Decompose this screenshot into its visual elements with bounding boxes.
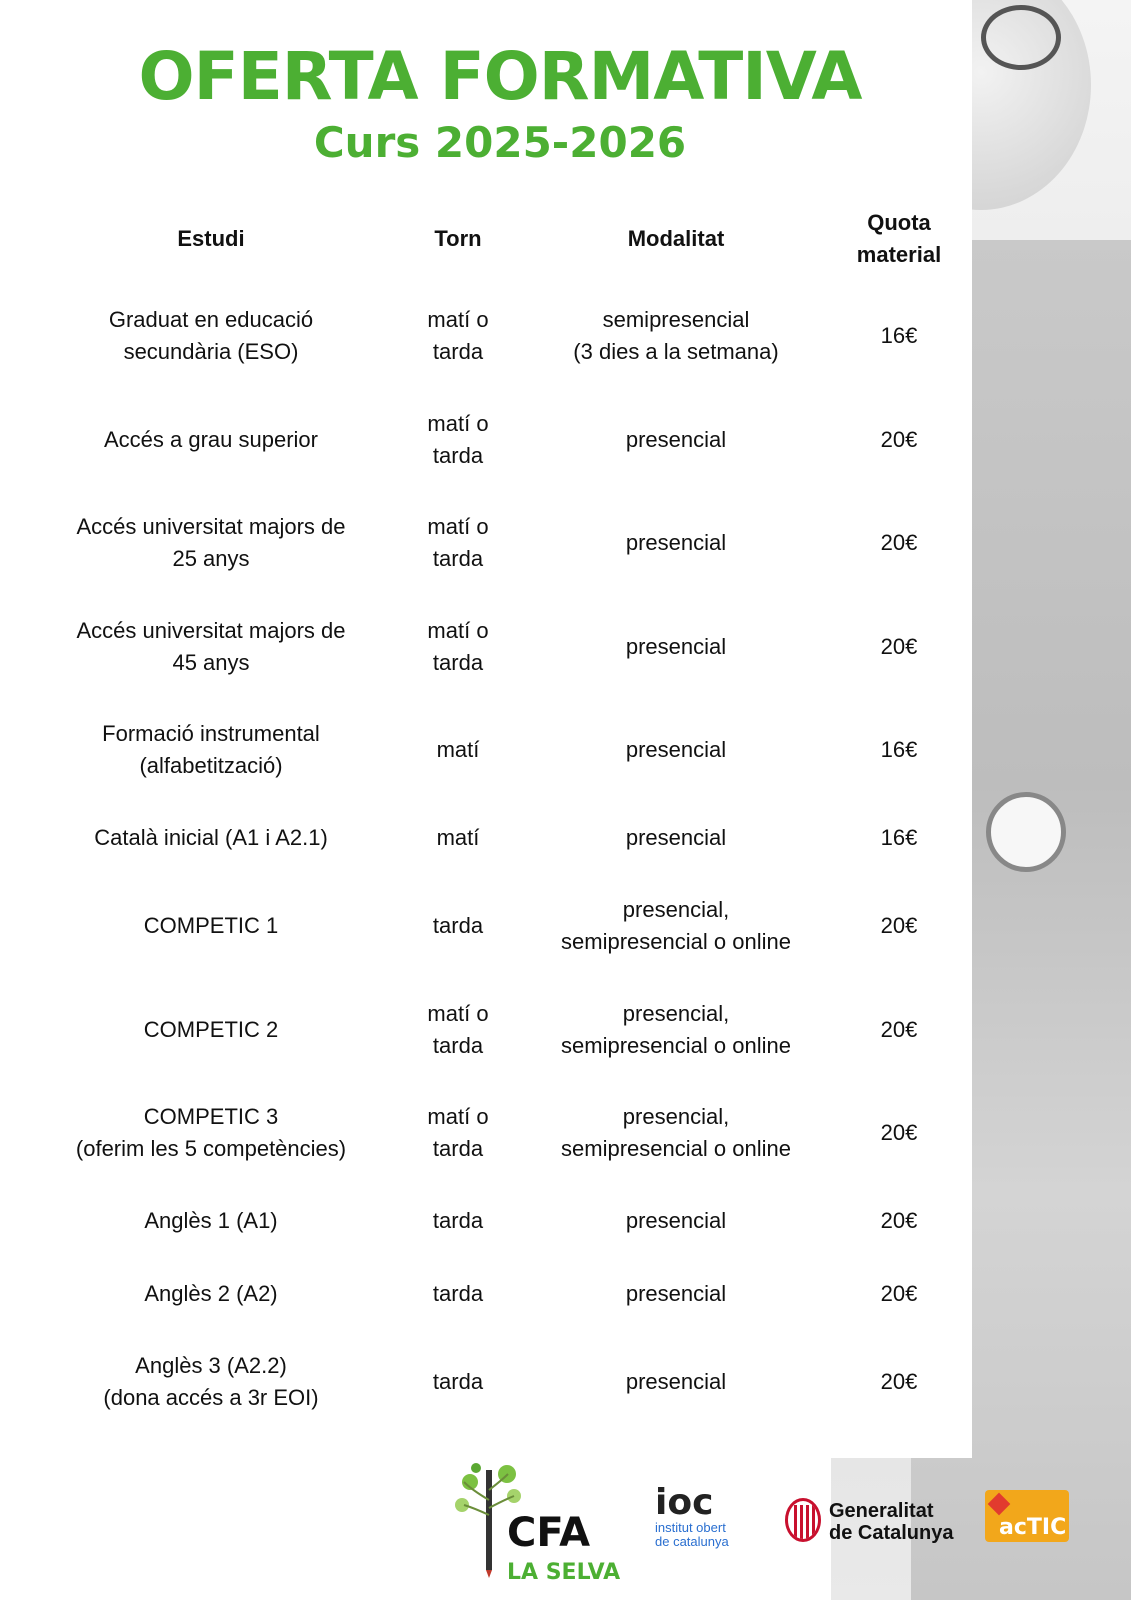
ioc-wordmark: ioc [655, 1482, 714, 1523]
cell-estudi: Formació instrumental (alfabetització) [102, 721, 320, 778]
cell-torn: tarda [432, 1208, 484, 1233]
cell-quota: 20€ [880, 1208, 918, 1233]
cell-modalitat: presencial [625, 825, 727, 850]
cfa-wordmark: CFA [507, 1510, 591, 1556]
cell-modalitat: presencial [625, 530, 727, 555]
cell-torn: matí o tarda [427, 514, 489, 571]
cell-torn: tarda [432, 1281, 484, 1306]
cell-torn: matí o tarda [427, 1001, 489, 1058]
cell-quota: 20€ [880, 1281, 918, 1306]
cell-quota: 20€ [880, 530, 918, 555]
cell-torn: matí o tarda [427, 411, 489, 468]
cell-quota: 16€ [880, 825, 918, 850]
cell-modalitat: presencial [625, 1369, 727, 1394]
cell-torn: matí [436, 825, 480, 850]
column-header-estudi: Estudi [177, 226, 245, 251]
cell-estudi: COMPETIC 2 [143, 1017, 279, 1042]
generalitat-wordmark: Generalitat de Catalunya [829, 1500, 954, 1544]
cell-estudi: Anglès 1 (A1) [144, 1208, 278, 1233]
cell-quota: 20€ [880, 1120, 918, 1145]
cell-quota: 16€ [880, 323, 918, 348]
cell-modalitat: presencial [625, 1208, 727, 1233]
footer-logos [0, 1460, 1131, 1600]
cell-torn: matí o tarda [427, 307, 489, 364]
cell-estudi: Graduat en educació secundària (ESO) [108, 307, 314, 364]
cell-quota: 16€ [880, 737, 918, 762]
actic-wordmark: acTIC [999, 1515, 1067, 1540]
cell-quota: 20€ [880, 1017, 918, 1042]
cell-quota: 20€ [880, 427, 918, 452]
cell-estudi: COMPETIC 1 [143, 913, 279, 938]
actic-logo [985, 1490, 1069, 1542]
generalitat-logo [785, 1498, 985, 1558]
watch-icon [986, 792, 1066, 872]
la-selva-wordmark: LA SELVA [507, 1560, 621, 1585]
cell-estudi: COMPETIC 3 (oferim les 5 competències) [75, 1104, 347, 1161]
cell-estudi: Accés universitat majors de 25 anys [76, 514, 346, 571]
cfa-la-selva-logo [452, 1460, 642, 1590]
column-header-quota: Quota material [856, 210, 942, 267]
actic-mark-icon [988, 1493, 1011, 1516]
cell-torn: matí o tarda [427, 1104, 489, 1161]
column-header-torn: Torn [434, 226, 482, 251]
cell-modalitat: semipresencial (3 dies a la setmana) [573, 307, 779, 364]
cell-torn: tarda [432, 1369, 484, 1394]
cell-quota: 20€ [880, 913, 918, 938]
cell-torn: tarda [432, 913, 484, 938]
cell-modalitat: presencial, semipresencial o online [561, 897, 791, 954]
cell-estudi: Anglès 2 (A2) [144, 1281, 278, 1306]
cell-modalitat: presencial [625, 427, 727, 452]
cell-estudi: Accés a grau superior [104, 427, 318, 452]
cell-torn: matí o tarda [427, 618, 489, 675]
ioc-line2: de catalunya [655, 1534, 729, 1549]
cell-modalitat: presencial [625, 1281, 727, 1306]
generalitat-emblem-icon [785, 1498, 821, 1542]
cell-modalitat: presencial, semipresencial o online [561, 1001, 791, 1058]
cell-torn: matí [436, 737, 480, 762]
ioc-logo [655, 1482, 755, 1565]
cell-modalitat: presencial, semipresencial o online [561, 1104, 791, 1161]
cell-quota: 20€ [880, 1369, 918, 1394]
cell-estudi: Català inicial (A1 i A2.1) [94, 825, 328, 850]
cell-estudi: Anglès 3 (A2.2) (dona accés a 3r EOI) [103, 1353, 319, 1410]
page-subtitle: Curs 2025-2026 [313, 118, 687, 167]
page-title: OFERTA FORMATIVA [138, 38, 862, 115]
cell-modalitat: presencial [625, 737, 727, 762]
column-header-modalitat: Modalitat [627, 226, 725, 251]
ioc-line1: institut obert [655, 1520, 726, 1535]
cell-quota: 20€ [880, 634, 918, 659]
cell-estudi: Accés universitat majors de 45 anys [76, 618, 346, 675]
cell-modalitat: presencial [625, 634, 727, 659]
